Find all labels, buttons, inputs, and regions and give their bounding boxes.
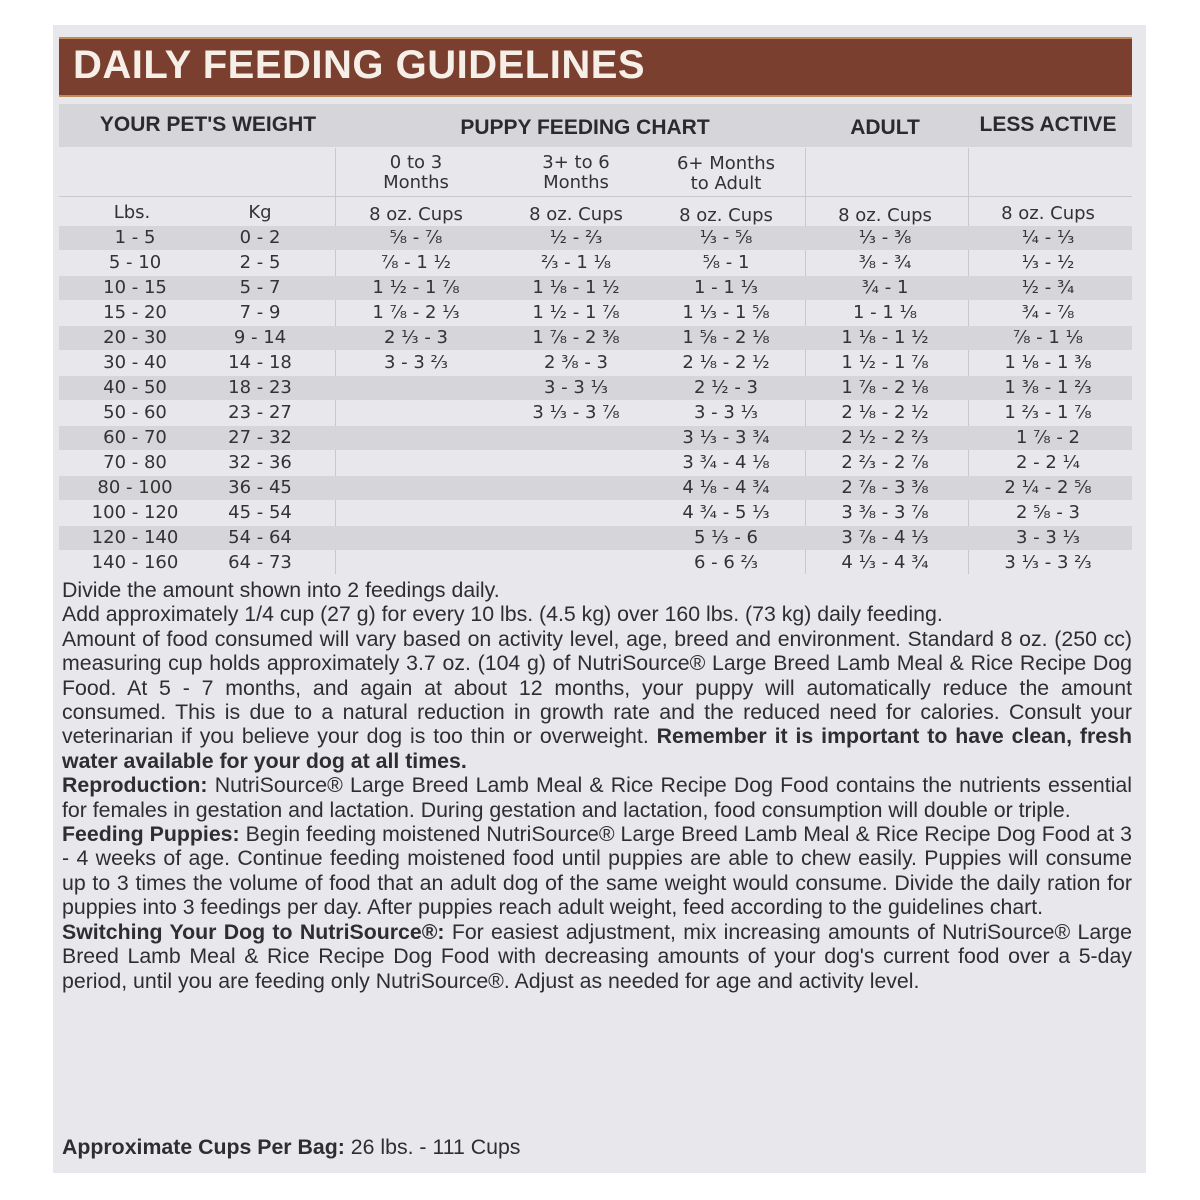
cell-p2: 3 ¹⁄₃ - 3 ³⁄₄ <box>682 427 770 448</box>
cell-adult: 4 ¹⁄₃ - 4 ³⁄₄ <box>841 552 929 573</box>
cell-adult: 1 - 1 ¹⁄₈ <box>852 302 918 323</box>
cell-less: ¹⁄₃ - ¹⁄₂ <box>1021 252 1075 273</box>
cell-less: 1 ¹⁄₈ - 1 ³⁄₈ <box>1004 352 1092 373</box>
cell-p1: 3 - 3 ¹⁄₃ <box>543 377 609 398</box>
cell-p1: 3 ¹⁄₃ - 3 ⁷⁄₈ <box>532 402 620 423</box>
cell-p2: 6 - 6 ²⁄₃ <box>693 552 759 573</box>
cell-adult: 3 ⁷⁄₈ - 4 ¹⁄₃ <box>841 527 929 548</box>
table-row <box>59 401 1132 425</box>
cell-kg: 23 - 27 <box>228 402 292 423</box>
table-row <box>59 226 1132 250</box>
cell-less: 1 ²⁄₃ - 1 ⁷⁄₈ <box>1004 402 1092 423</box>
unit-lbs: Lbs. <box>113 202 151 223</box>
cell-p1: ¹⁄₂ - ²⁄₃ <box>549 227 603 248</box>
table-row <box>59 451 1132 475</box>
cell-adult: 1 ¹⁄₂ - 1 ⁷⁄₈ <box>841 352 929 373</box>
cell-p2: 2 ¹⁄₈ - 2 ¹⁄₂ <box>682 352 770 373</box>
cell-lbs: 50 - 60 <box>103 402 167 423</box>
cell-lbs: 80 - 100 <box>97 477 173 498</box>
table-row <box>59 551 1132 575</box>
cups-per-bag-value: 26 lbs. - 111 Cups <box>350 1135 521 1159</box>
cell-p2: 1 ⁵⁄₈ - 2 ¹⁄₈ <box>682 327 770 348</box>
table-row <box>59 251 1132 275</box>
cell-adult: ¹⁄₃ - ³⁄₈ <box>858 227 912 248</box>
note-switching: Switching Your Dog to NutriSource®: For easiest adjustment, mix increasing amounts of NutriSource® Large Breed Lamb Meal & Rice Recipe Dog Food with decreasing amounts of your dog's current food over a 5-day period, until you are feeding only NutriSource®. Adjust as needed for age and activity level. <box>62 919 1132 993</box>
note-amount: Amount of food consumed will vary based on activity level, age, breed and environment. Standard 8 oz. (250 cc) measuring cup holds approximately 3.7 oz. (104 g) of NutriSource® Large Breed Lamb Meal & Rice Recipe Dog Food. At 5 - 7 months, and again at about 12 months, your puppy will automatically reduce the amount consumed. This is due to a natural reduction in growth rate and the reduced need for calories. Consult your veterinarian if you believe your dog is too thin or overweight. Remember it is important to have clean, fresh water available for your dog at all times. <box>62 626 1132 773</box>
page-title: DAILY FEEDING GUIDELINES <box>73 43 646 87</box>
cell-p0: 1 ⁷⁄₈ - 2 ¹⁄₃ <box>372 302 460 323</box>
table-row <box>59 476 1132 500</box>
cell-kg: 7 - 9 <box>239 302 281 323</box>
cell-p2: 4 ¹⁄₈ - 4 ³⁄₄ <box>682 477 770 498</box>
unit-kg: Kg <box>248 202 272 223</box>
cell-p1: 1 ¹⁄₈ - 1 ¹⁄₂ <box>532 277 620 298</box>
cell-lbs: 100 - 120 <box>91 502 179 523</box>
unit-cups-less: 8 oz. Cups <box>1001 203 1095 224</box>
cell-adult: 1 ¹⁄₈ - 1 ¹⁄₂ <box>841 327 929 348</box>
cell-p1: 2 ³⁄₈ - 3 <box>543 352 609 373</box>
unit-cups-p1: 8 oz. Cups <box>529 204 623 225</box>
cell-less: ³⁄₄ - ⁷⁄₈ <box>1021 302 1075 323</box>
cell-p2: 4 ³⁄₄ - 5 ¹⁄₃ <box>682 502 770 523</box>
cell-kg: 18 - 23 <box>228 377 292 398</box>
unit-cups-p0: 8 oz. Cups <box>369 204 463 225</box>
cell-lbs: 120 - 140 <box>91 527 179 548</box>
note-reproduction: Reproduction: NutriSource® Large Breed Lamb Meal & Rice Recipe Dog Food contains the nutrients essential for females in gestation and lactation. During gestation and lactation, food consumption will double or triple. <box>62 773 1133 822</box>
cell-adult: 1 ⁷⁄₈ - 2 ¹⁄₈ <box>841 377 929 398</box>
header-adult: ADULT <box>850 116 920 139</box>
cell-kg: 9 - 14 <box>233 327 287 348</box>
table-row <box>59 326 1132 350</box>
cell-adult: 2 ²⁄₃ - 2 ⁷⁄₈ <box>841 452 929 473</box>
cell-less: ⁷⁄₈ - 1 ¹⁄₈ <box>1013 327 1083 348</box>
cell-lbs: 10 - 15 <box>103 277 167 298</box>
cell-less: 2 ¹⁄₄ - 2 ⁵⁄₈ <box>1004 477 1092 498</box>
cell-less: ¹⁄₄ - ¹⁄₃ <box>1021 227 1075 248</box>
table-row <box>59 351 1132 375</box>
age-0-3-months: 0 to 3 Months <box>383 152 449 193</box>
cell-p0: 3 - 3 ²⁄₃ <box>383 352 449 373</box>
cell-kg: 14 - 18 <box>228 352 292 373</box>
cell-lbs: 15 - 20 <box>103 302 167 323</box>
cups-per-bag-label: Approximate Cups Per Bag: <box>62 1135 345 1159</box>
note-water: Remember it is important to have clean, fresh water available for your dog at all times. <box>62 724 1132 773</box>
cell-adult: 2 ¹⁄₂ - 2 ²⁄₃ <box>841 427 929 448</box>
cell-lbs: 40 - 50 <box>103 377 167 398</box>
cell-lbs: 60 - 70 <box>103 427 167 448</box>
cell-p0: 2 ¹⁄₃ - 3 <box>383 327 449 348</box>
cell-adult: 3 ³⁄₈ - 3 ⁷⁄₈ <box>841 502 929 523</box>
cell-p0: ⁵⁄₈ - ⁷⁄₈ <box>389 227 443 248</box>
header-puppy-chart: PUPPY FEEDING CHART <box>460 116 710 139</box>
feeding-notes <box>62 578 1132 993</box>
header-pet-weight: YOUR PET'S WEIGHT <box>99 113 317 136</box>
cell-kg: 32 - 36 <box>228 452 292 473</box>
note-divide: Divide the amount shown into 2 feedings daily. <box>62 578 500 602</box>
cell-p2: 5 ¹⁄₃ - 6 <box>693 527 759 548</box>
cell-less: 3 - 3 ¹⁄₃ <box>1015 527 1081 548</box>
cell-lbs: 5 - 10 <box>108 252 162 273</box>
cell-adult: 2 ⁷⁄₈ - 3 ³⁄₈ <box>841 477 929 498</box>
divider-age-row <box>59 196 1132 197</box>
cell-less: ¹⁄₂ - ³⁄₄ <box>1021 277 1075 298</box>
note-add: Add approximately 1/4 cup (27 g) for every 10 lbs. (4.5 kg) over 160 lbs. (73 kg) daily feeding. <box>62 602 943 627</box>
cell-p1: ²⁄₃ - 1 ¹⁄₈ <box>541 252 611 273</box>
cell-lbs: 1 - 5 <box>114 227 156 248</box>
table-row <box>59 376 1132 400</box>
table-row <box>59 426 1132 450</box>
cell-less: 2 - 2 ¹⁄₄ <box>1015 452 1081 473</box>
cell-p2: 2 ¹⁄₂ - 3 <box>693 377 759 398</box>
table-row <box>59 526 1132 550</box>
cell-p0: ⁷⁄₈ - 1 ¹⁄₂ <box>381 252 451 273</box>
cell-kg: 0 - 2 <box>239 227 281 248</box>
cell-less: 2 ⁵⁄₈ - 3 <box>1015 502 1081 523</box>
cell-lbs: 140 - 160 <box>91 552 179 573</box>
cell-kg: 36 - 45 <box>228 477 292 498</box>
table-row <box>59 276 1132 300</box>
cell-p1: 1 ⁷⁄₈ - 2 ³⁄₈ <box>532 327 620 348</box>
cell-kg: 54 - 64 <box>228 527 292 548</box>
cell-kg: 64 - 73 <box>228 552 292 573</box>
cell-adult: 2 ¹⁄₈ - 2 ¹⁄₂ <box>841 402 929 423</box>
cell-p2: 1 ¹⁄₃ - 1 ⁵⁄₈ <box>682 302 770 323</box>
cell-adult: ³⁄₄ - 1 <box>861 277 909 298</box>
cell-p2: 1 - 1 ¹⁄₃ <box>693 277 759 298</box>
cell-p2: 3 ³⁄₄ - 4 ¹⁄₈ <box>682 452 770 473</box>
header-less-active: LESS ACTIVE <box>979 113 1117 136</box>
cell-lbs: 30 - 40 <box>103 352 167 373</box>
cell-p2: ¹⁄₃ - ⁵⁄₈ <box>699 227 753 248</box>
cell-kg: 27 - 32 <box>228 427 292 448</box>
note-feeding-puppies: Feeding Puppies: Begin feeding moistened NutriSource® Large Breed Lamb Meal & Rice Recipe Dog Food at 3 - 4 weeks of age. Continue feeding moistened food until puppies are able to chew easily. Puppies will consume up to 3 times the volume of food that an adult dog of the same weight would consume. Divide the daily ration for puppies into 3 feedings per day. After puppies reach adult weight, feed according to the guidelines chart. <box>62 822 1133 920</box>
cell-less: 1 ⁷⁄₈ - 2 <box>1015 427 1081 448</box>
cell-lbs: 20 - 30 <box>103 327 167 348</box>
age-3-6-months: 3+ to 6 Months <box>542 152 610 193</box>
cell-lbs: 70 - 80 <box>103 452 167 473</box>
cell-p0: 1 ¹⁄₂ - 1 ⁷⁄₈ <box>372 277 460 298</box>
unit-cups-adult: 8 oz. Cups <box>838 205 932 226</box>
cell-kg: 5 - 7 <box>239 277 281 298</box>
unit-cups-p2: 8 oz. Cups <box>679 205 773 226</box>
cell-p1: 1 ¹⁄₂ - 1 ⁷⁄₈ <box>532 302 620 323</box>
age-6-months-adult: 6+ Months to Adult <box>676 153 776 194</box>
cups-per-bag <box>62 1135 520 1160</box>
title-bar <box>59 37 1132 97</box>
cell-p2: 3 - 3 ¹⁄₃ <box>693 402 759 423</box>
cell-adult: ³⁄₈ - ³⁄₄ <box>858 252 912 273</box>
table-row <box>59 501 1132 525</box>
table-row <box>59 301 1132 325</box>
cell-kg: 2 - 5 <box>239 252 281 273</box>
cell-p2: ⁵⁄₈ - 1 <box>702 252 750 273</box>
cell-kg: 45 - 54 <box>228 502 292 523</box>
cell-less: 3 ¹⁄₃ - 3 ²⁄₃ <box>1004 552 1092 573</box>
cell-less: 1 ³⁄₈ - 1 ²⁄₃ <box>1004 377 1092 398</box>
